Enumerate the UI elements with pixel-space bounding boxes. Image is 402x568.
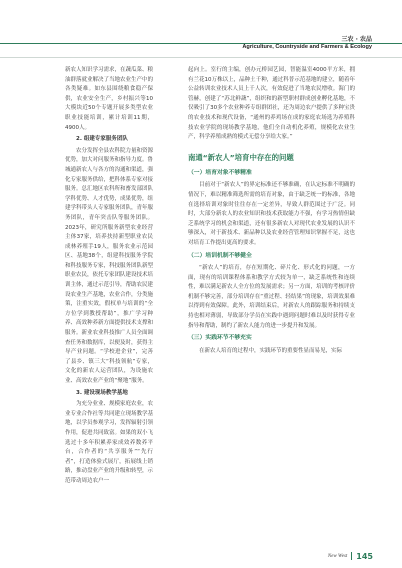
footer-divider — [351, 552, 352, 560]
section-title-cn: 三农 · 农品 — [338, 34, 372, 43]
subheading-practice-insufficient: （三）实践环节不够充实 — [188, 335, 252, 342]
page-footer — [328, 550, 373, 562]
header-rule-bottom — [0, 57, 402, 58]
paragraph-practice-insufficient: 在新农人培育的过程中，实践环节的重要性显而易见，实际 — [199, 347, 343, 354]
paragraph-training-mechanism: “新农人”的培育，存在短期化、碎片化、形式化的问题，一方面，现有的培训课程体系和教学方式较为单一，缺乏系统性和连续性，难以满足新农人全方位的发展需求；另一方面，培训的考核评价机制不够完善，部分培训存在“重过程、轻结果”的现象，培训效果难以得到有效保障。此外，培训结束后，对新农人的跟踪服务和持续支持也相对薄弱，导致部分学员在实践中遇到问题时难以及时获得专业指导和帮助，制约了新农人能力的进一步提升和发展。 — [188, 265, 355, 329]
paragraph-target-imprecise: 目前对于“新农人”的界定标准还不够准确，在认定标准不明确的情况下，难以精准筛选所需的培育对象，由于缺乏统一的标准，各地在选择培训对象时往往存在一定差异，导致人群范围过于广泛。同时，大部分新农人的农业知识和技术获取能力不强，有学习热情但缺乏系统学习的机会和渠道，还有很多新农人对现代农业发展的认识不够深入，对于新技术、新品种以及农业经营管理知识掌握不足，这也对培育工作提出更高的要求。 — [188, 182, 355, 246]
subheading-target-imprecise: （一）培育对象不够精准 — [188, 169, 252, 176]
journal-name: New West — [327, 553, 348, 559]
right-paragraph-continued: 起向上。室行的主编，创办元桥园艺园，智能温室4000平方米，拥有兰花10万株以上，品种土千种，通过科普示范基地的建立，随着年公益转训农业技术人员上千人次，有效促进了当地农民增收。海门的管赫，创建了“苏北鲜蔬”，组织和的新型职村群成创业孵化基地，不仅吸引了30多个农业种养专组群团社，还为周边农户提供了多种宝贵的农业技术和现代设备，“通州的养鸡场在成的家庭农场选为养殖科技农业学院的现场教学基地，他们全自动机化养殖，规模化农业生产，科学养殖成熟的模式无偿分享给大家。” — [188, 67, 355, 141]
left-subheading-2: 2. 组建专家服务团队 — [76, 136, 128, 143]
page-number: 145 — [356, 551, 373, 561]
left-paragraph-1: 新农人知识学习需求，在蔬瓜菜、粮油群落就业解决了当地农业生产中的各类疑难。如东县围绕粮食稳产保供，农业安全生产，乡村振兴等10大模块近50个专题开展多类型农业职业技能培训，累计培训11期，4900人。 — [65, 67, 154, 131]
section-title-en: Agriculture, Countryside and Farmers & Ecology — [238, 44, 372, 50]
left-column — [65, 66, 153, 487]
page-header — [0, 30, 402, 60]
left-paragraph-3: 为充分业业、规模家庭农业，农业专业合作社等共同建立现场教学基地，以学员参观学习，发挥辐射引领作用，促进共同致富。如果的双小飞选过十多年积累养家成效养数养平台，合作者的“共享服务”“先行者”，打造体验式展厅，拓展线上销路，推动盘业产业的升级和转型，示范带动周边农户一 — [65, 401, 154, 484]
right-column — [188, 66, 355, 356]
left-subheading-3: 3. 建设现场教学基地 — [76, 389, 128, 396]
section-heading-problems: 南通“新农人”培育中存在的问题 — [188, 152, 294, 162]
subheading-training-mechanism: （二）培训机制不够健全 — [188, 252, 252, 259]
left-paragraph-2: 农分发挥全县农科院力量和资源优势，加大对问服务和指导力度。鲁城通新农人与各方的沟通和渠道，强化专家服务供给，把科体系专家对接服务。总汇地区农科所和畜发部团队学科优势、人才优势，成果优势，组建学科带头人专家服务团队，青年服务团队，青年突击队等服务团队。2023年，研究所服务新型农业经营主体37家，培养扶持新型职业农民成林养殖手19人，服务农业示范园区、基地38个，组建科技服务学院和科技服务专家，科技服务团队新型职业农民，依托专家团队建设技术培训主体，通过示范引导，帮助农民建设农业生产基地，农业合作，分类施策，注重实效，假权单与培训的“全方位学到教授帮助”，推广学习种养、高效种养新方面提供技术支撑和服务。新业农业科技推广人员全面调查任务和数据库，以便及时，获得主导产业问题。“学校进企业”，完善了县乡、镇三大“科技领航”专家，文化的新农人运营团队，为设施农业、高效农业产业的“聚地”服务。 — [65, 147, 154, 384]
